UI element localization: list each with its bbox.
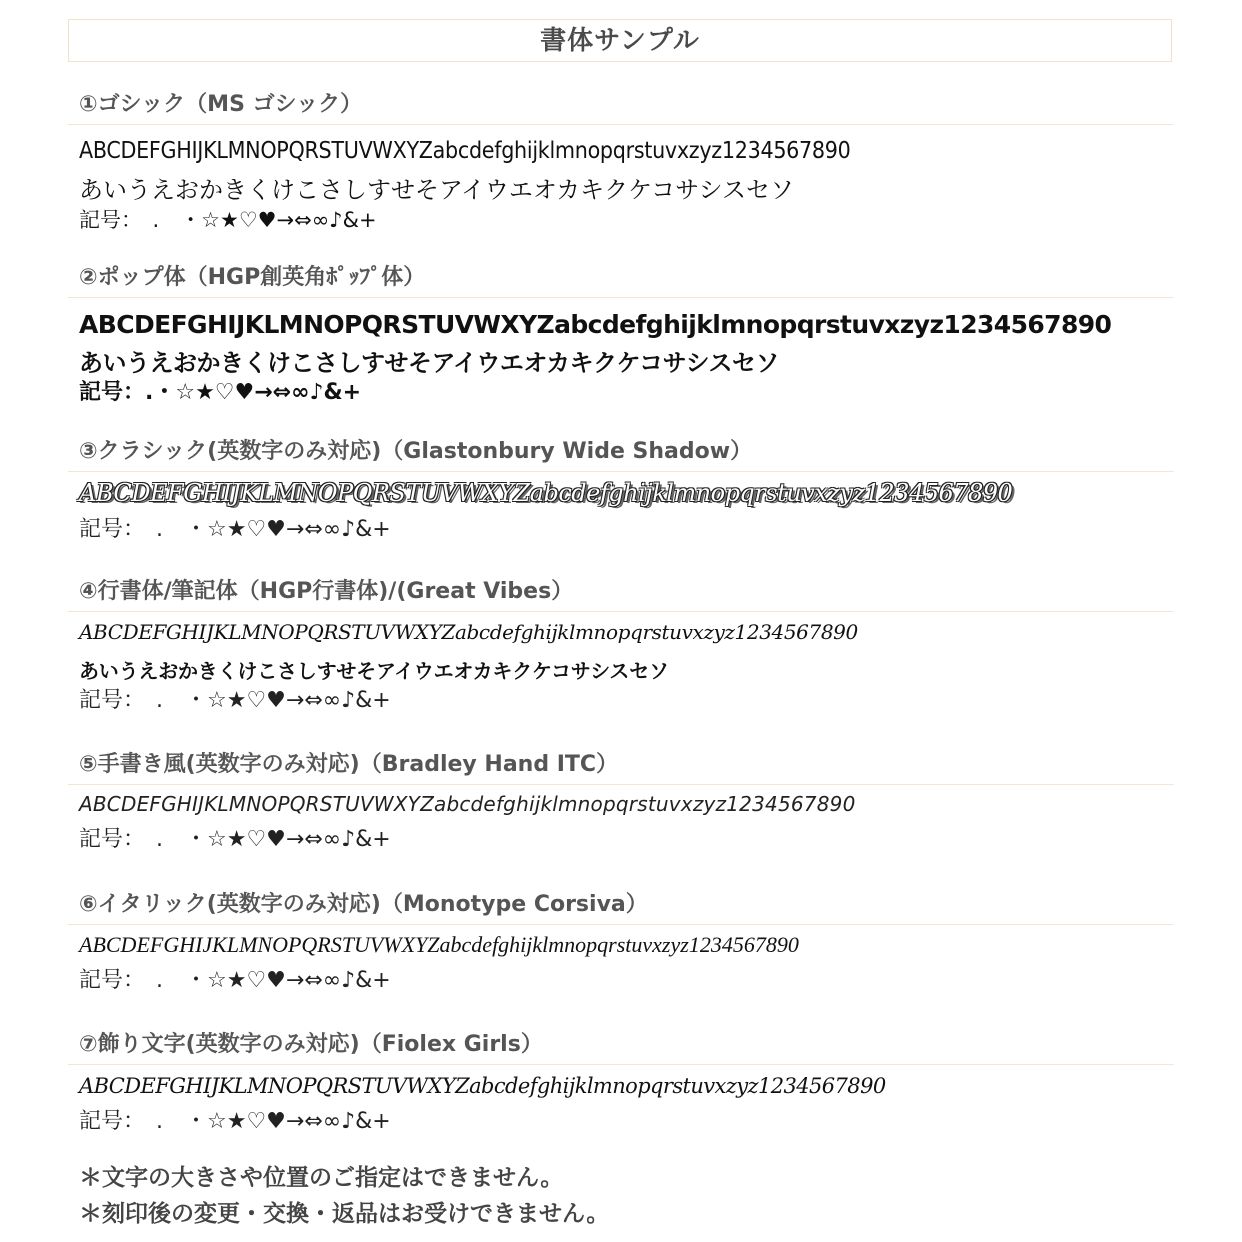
alphanumeric-sample: ABCDEFGHIJKLMNOPQRSTUVWXYZabcdefghijklmnopqrstuvxzyz1234567890 xyxy=(79,932,799,957)
note-line: ＊刻印後の変更・交換・返品はお受けできません。 xyxy=(79,1201,610,1227)
note-line: ＊文字の大きさや位置のご指定はできません。 xyxy=(79,1165,564,1191)
symbols-sample: 記号： . ・☆★♡♥→⇔∞♪&+ xyxy=(79,1109,391,1134)
section-divider xyxy=(68,784,1174,785)
page-title: 書体サンプル xyxy=(540,26,700,56)
symbols-sample: 記号： . ・☆★♡♥→⇔∞♪&+ xyxy=(79,968,391,993)
kana-sample: あいうえおかきくけこさしすせそアイウエオカキクケコサシスセソ xyxy=(79,349,779,377)
section-heading: ①ゴシック（MS ゴシック） xyxy=(79,92,363,117)
alphanumeric-sample: ABCDEFGHIJKLMNOPQRSTUVWXYZabcdefghijklmnopqrstuvxzyz1234567890 xyxy=(79,792,856,816)
section-heading: ⑦飾り文字(英数字のみ対応)（Fiolex Girls） xyxy=(79,1032,543,1057)
page-title-box xyxy=(68,19,1172,62)
alphanumeric-sample: ABCDEFGHIJKLMNOPQRSTUVWXYZabcdefghijklmnopqrstuvxzyz1234567890 xyxy=(79,1074,886,1098)
alphanumeric-sample: ABCDEFGHIJKLMNOPQRSTUVWXYZabcdefghijklmnopqrstuvxzyz1234567890 xyxy=(79,138,851,164)
notes-block xyxy=(79,1160,609,1232)
section-divider xyxy=(68,1064,1174,1065)
section-heading: ⑤手書き風(英数字のみ対応)（Bradley Hand ITC） xyxy=(79,752,619,777)
section-heading: ③クラシック(英数字のみ対応)（Glastonbury Wide Shadow） xyxy=(79,439,753,464)
symbols-sample: 記号： . ・☆★♡♥→⇔∞♪&+ xyxy=(79,208,377,232)
kana-sample: あいうえおかきくけこさしすせそアイウエオカキクケコサシスセソ xyxy=(79,176,794,204)
alphanumeric-sample: ABCDEFGHIJKLMNOPQRSTUVWXYZabcdefghijklmnopqrstuvxzyz1234567890 xyxy=(79,479,1013,507)
symbols-sample: 記号： . ・☆★♡♥→⇔∞♪&+ xyxy=(79,517,391,542)
section-divider xyxy=(68,297,1174,298)
alphanumeric-sample: ABCDEFGHIJKLMNOPQRSTUVWXYZabcdefghijklmnopqrstuvxzyz1234567890 xyxy=(79,310,1112,339)
section-heading: ④行書体/筆記体（HGP行書体)/(Great Vibes） xyxy=(79,579,574,604)
symbols-sample: 記号： . ・☆★♡♥→⇔∞♪&+ xyxy=(79,827,391,852)
section-heading: ⑥イタリック(英数字のみ対応)（Monotype Corsiva） xyxy=(79,892,648,917)
symbols-sample: 記号： . ・☆★♡♥→⇔∞♪&+ xyxy=(79,688,391,713)
symbols-sample: 記号：.・☆★♡♥→⇔∞♪&+ xyxy=(79,380,362,405)
section-heading: ②ポップ体（HGP創英角ﾎﾟｯﾌﾟ体） xyxy=(79,265,426,290)
kana-sample: あいうえおかきくけこさしすせそアイウエオカキクケコサシスセソ xyxy=(79,659,669,683)
section-divider xyxy=(68,924,1174,925)
section-divider xyxy=(68,471,1174,472)
section-divider xyxy=(68,611,1174,612)
alphanumeric-sample: ABCDEFGHIJKLMNOPQRSTUVWXYZabcdefghijklmnopqrstuvxzyz1234567890 xyxy=(79,620,858,644)
section-divider xyxy=(68,124,1174,125)
